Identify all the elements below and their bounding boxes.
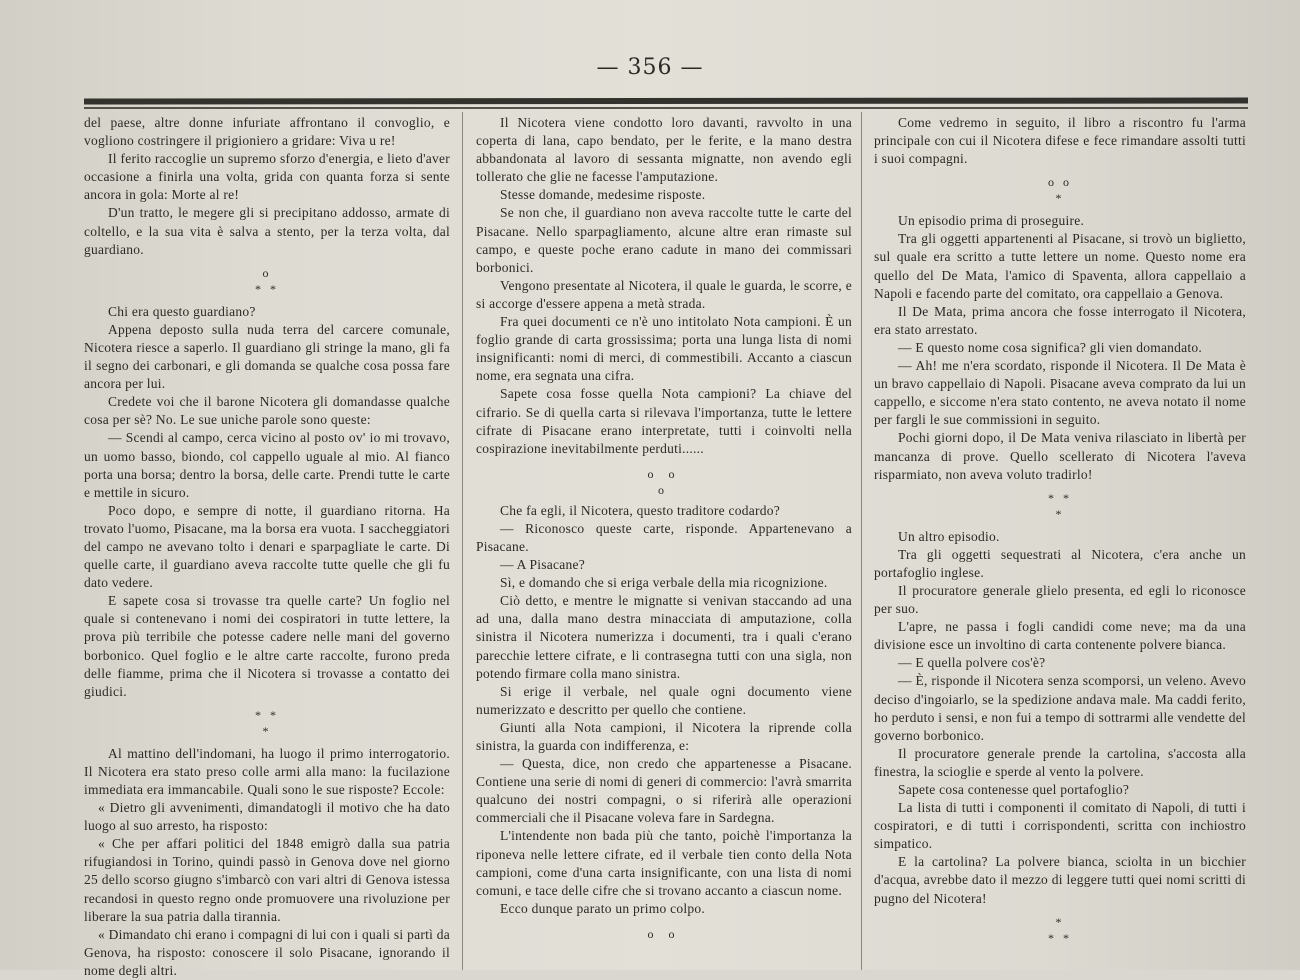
section-separator: o o * (1048, 175, 1072, 206)
page-number: — 356 — (596, 55, 704, 80)
paragraph: Sapete cosa contenesse quel portafoglio? (898, 782, 1130, 797)
paragraph: Poco dopo, e sempre di notte, il guardiano ritorna. Ha trovato l'uomo, Pisacane, ma la borsa era vuota. I saccheggiatori del campo ne avevano tolto i denari e sparpagliate le carte. Di quelle carte, il guardiano aveva raccolte tutte quelle che gli fu dato vedere. (84, 502, 450, 591)
paragraph: Si erige il verbale, nel quale ogni documento viene numerizzato e descritto per quello che contiene. (476, 683, 852, 717)
paragraph: Sì, e domando che si eriga verbale della mia ricognizione. (500, 575, 828, 591)
paragraph: Il Nicotera viene condotto loro davanti, ravvolto in una coperta di lana, capo bendato, per le ferite, e la mano destra abbandonata al lavoro di sessanta mignatte, non avendo egli tollerato che glie ne facesse l'amputazione. (476, 115, 852, 185)
section-separator: o o (647, 926, 681, 941)
paragraph: Che fa egli, il Nicotera, questo traditore codardo? (500, 502, 781, 518)
header-rule-thin (84, 107, 1248, 109)
paragraph: D'un tratto, le megere gli si precipitano addosso, armate di coltello, e la sua vita è salva a stento, per la terza volta, dal guardiano. (84, 205, 450, 257)
paragraph: — È, risponde il Nicotera senza scomporsi, un veleno. Avevo deciso d'ingoiarlo, se la spedizione andava male. Ma caddi ferito, ho perduto i sensi, e non fui a tempo di sottrarmi alle vendette del governo borbonico. (874, 673, 1246, 743)
paragraph: Ecco dunque parato un primo colpo. (500, 900, 705, 916)
paragraph: « Che per affari politici del 1848 emigrò dalla sua patria rifugiandosi in Torino, quindi passò in Genova dove nel giorno 25 dello scorso giugno s'imbarcò con vari altri di Genova istessa recandosi in questo regno onde promuovere una rivoluzione per liberare la sua patria dalla tirannia. (84, 836, 450, 924)
paragraph: Sapete cosa fosse quella Nota campioni? La chiave del cifrario. Se di quella carta si rilevava l'importanza, tutte le lettere cifrate di Pisacane erano interpretate, tutti i coinvolti nella cospirazione inevitabilmente perduti...... (476, 386, 852, 456)
paragraph: Pochi giorni dopo, il De Mata veniva rilasciato in libertà per mancanza di prove. Quello scellerato di Nicotera l'aveva risparmiato, non aveva voluto tradirlo! (874, 430, 1246, 482)
header-rule-thick (84, 97, 1248, 104)
page-header (0, 55, 1300, 85)
paragraph: — A Pisacane? (500, 557, 585, 573)
section-separator: o * * (255, 265, 279, 296)
paragraph: — Questa, dice, non credo che appartenesse a Pisacane. Contiene una serie di nomi di generi di commercio: l'avrà smarrita qualcuno dei nostri compagni, o si riferirà alle operazioni commerciali che il Pisacane voleva fare in Sardegna. (476, 756, 852, 826)
text-column-middle (476, 114, 852, 946)
paragraph: — Scendi al campo, cerca vicino al posto ov' io mi trovavo, un uomo basso, biondo, col cappello uguale al mio. Al fianco porta una borsa; dentro la borsa, delle carte. Prendi tutte le carte e mettile in sicuro. (84, 430, 450, 500)
section-separator: * * * (1048, 490, 1072, 521)
paragraph: L'intendente non bada più che tanto, poichè l'importanza la riponeva nelle lettere cifrate, ed il verbale tien conto della Nota campioni, come d'una carta insignificante, con una lista di nomi comuni, e tace delle cifre che si trovano accanto a ciascun nome. (476, 828, 852, 898)
paragraph: Il procuratore generale prende la cartolina, s'accosta alla finestra, la scioglie e sperde al vento la polvere. (874, 745, 1246, 779)
section-separator: * * * (1048, 914, 1072, 945)
paragraph: La lista di tutti i componenti il comitato di Napoli, di tutti i cospiratori, e di tutti i corrispondenti, scritta con inchiostro simpatico. (874, 800, 1246, 852)
paragraph: Vengono presentate al Nicotera, il quale le guarda, le scorre, e si accorge d'essere appena a metà strada. (476, 277, 852, 311)
paragraph: Ciò detto, e mentre le mignatte si venivan staccando ad una ad una, dalla mano destra minacciata di amputazione, colla sinistra il Nicotera numerizza i documenti, tra i quali c'erano parecchie lettere cifrate, e li contrasegna tutti con una sigla, non potendo firmare colla mano sinistra. (476, 593, 852, 681)
paragraph: Il procuratore generale glielo presenta, ed egli lo riconosce per suo. (874, 582, 1246, 617)
text-column-left (84, 114, 450, 980)
paragraph: Chi era questo guardiano? (108, 303, 256, 319)
paragraph: L'apre, ne passa i fogli candidi come neve; ma da una divisione esce un involtino di carta contenente polvere bianca. (874, 619, 1246, 653)
paragraph: Giunti alla Nota campioni, il Nicotera la riprende colla sinistra, la guarda con indifferenza, e: (476, 719, 852, 753)
paragraph: Come vedremo in seguito, il libro a riscontro fu l'arma principale con cui il Nicotera difese e fece rimandare assolti tutti i suoi compagni. (874, 115, 1246, 167)
paragraph: — E quella polvere cos'è? (898, 655, 1046, 671)
paragraph: Un episodio prima di proseguire. (898, 213, 1085, 229)
paragraph: « Dimandato chi erano i compagni di lui con i quali si partì da Genova, ha risposto: conoscere il solo Pisacane, ignorando il nome degli altri. (84, 926, 450, 978)
paragraph: Il De Mata, prima ancora che fosse interrogato il Nicotera, era stato arrestato. (874, 303, 1246, 337)
paragraph: Tra gli oggetti appartenenti al Pisacane, si trovò un biglietto, sul quale era scritto a tutte lettere un nome. Questo nome era quello del De Mata, l'amico di Spaventa, allora cappellaio a Napoli e facendo parte del comitato, ora cappellaio a Genova. (874, 231, 1246, 301)
paragraph: Il ferito raccoglie un supremo sforzo d'energia, e lieto d'aver occasione a finirla una volta, grida con quanta forza si sente ancora in gola: Morte al re! (84, 151, 450, 203)
paragraph: Appena deposto sulla nuda terra del carcere comunale, Nicotera riesce a saperlo. Il guardiano gli stringe la mano, gli fa il segno dei carbonari, e gli domanda se qualche cosa possa fare ancora per lui. (84, 321, 450, 392)
paragraph: Credete voi che il barone Nicotera gli domandasse qualche cosa per sè? No. Le sue uniche parole sono queste: (84, 394, 450, 428)
paragraph: « Dietro gli avvenimenti, dimandatogli il motivo che ha dato luogo al suo arresto, ha risposto: (84, 800, 450, 834)
section-separator: * * * (255, 707, 279, 738)
paragraph: Stesse domande, medesime risposte. (500, 187, 706, 203)
text-column-right (874, 114, 1246, 952)
paragraph: Se non che, il guardiano non aveva raccolte tutte le carte del Pisacane. Nello sparpagliamento, alcune altre eran rimaste sul campo, e queste poche erano cadute in mano dei commissari borbonici. (476, 205, 852, 275)
paragraph: Fra quei documenti ce n'è uno intitolato Nota campioni. È un foglio grande di carta grossissima; porta una lunga lista di nomi insignificanti: nomi di merci, di commestibili. Accanto a ciascun nome, era segnata una cifra. (476, 314, 852, 384)
paragraph: Al mattino dell'indomani, ha luogo il primo interrogatorio. Il Nicotera era stato preso colle armi alla mano: la fucilazione immediata era immancabile. Quali sono le sue risposte? Eccole: (84, 745, 450, 797)
paragraph: Un altro episodio. (898, 528, 1000, 544)
paragraph: — Ah! me n'era scordato, risponde il Nicotera. Il De Mata è un bravo cappellaio di Napoli. Pisacane aveva comprato da lui un cappello, e siccome n'era stato contento, ne aveva notato il nome per fargli le sue commissioni in seguito. (874, 358, 1246, 428)
paragraph: E la cartolina? La polvere bianca, sciolta in un bicchier d'acqua, avrebbe dato il mezzo di leggere tutti quei nomi scritti di pugno del Nicotera! (874, 854, 1246, 906)
column-divider-right (861, 112, 862, 970)
paragraph: del paese, altre donne infuriate affrontano il convoglio, e vogliono costringere il prigioniero a gridare: Viva u re! (84, 115, 450, 149)
paragraph: E sapete cosa si trovasse tra quelle carte? Un foglio nel quale si contenevano i nomi dei cospiratori in tutte lettere, la prova più terribile che potesse cadere nelle mani del governo borbonico. Quel foglio e le altre carte raccolte, furono preda delle fiamme, prima che il Nicotera si trovasse a contatto dei giudici. (84, 593, 450, 699)
paragraph: — E questo nome cosa significa? gli vien domandato. (898, 339, 1203, 355)
section-separator: o o o (647, 466, 681, 497)
paragraph: — Riconosco queste carte, risponde. Appartenevano a Pisacane. (476, 520, 852, 554)
paragraph: Tra gli oggetti sequestrati al Nicotera, c'era anche un portafoglio inglese. (874, 546, 1246, 580)
column-divider-left (462, 112, 463, 970)
